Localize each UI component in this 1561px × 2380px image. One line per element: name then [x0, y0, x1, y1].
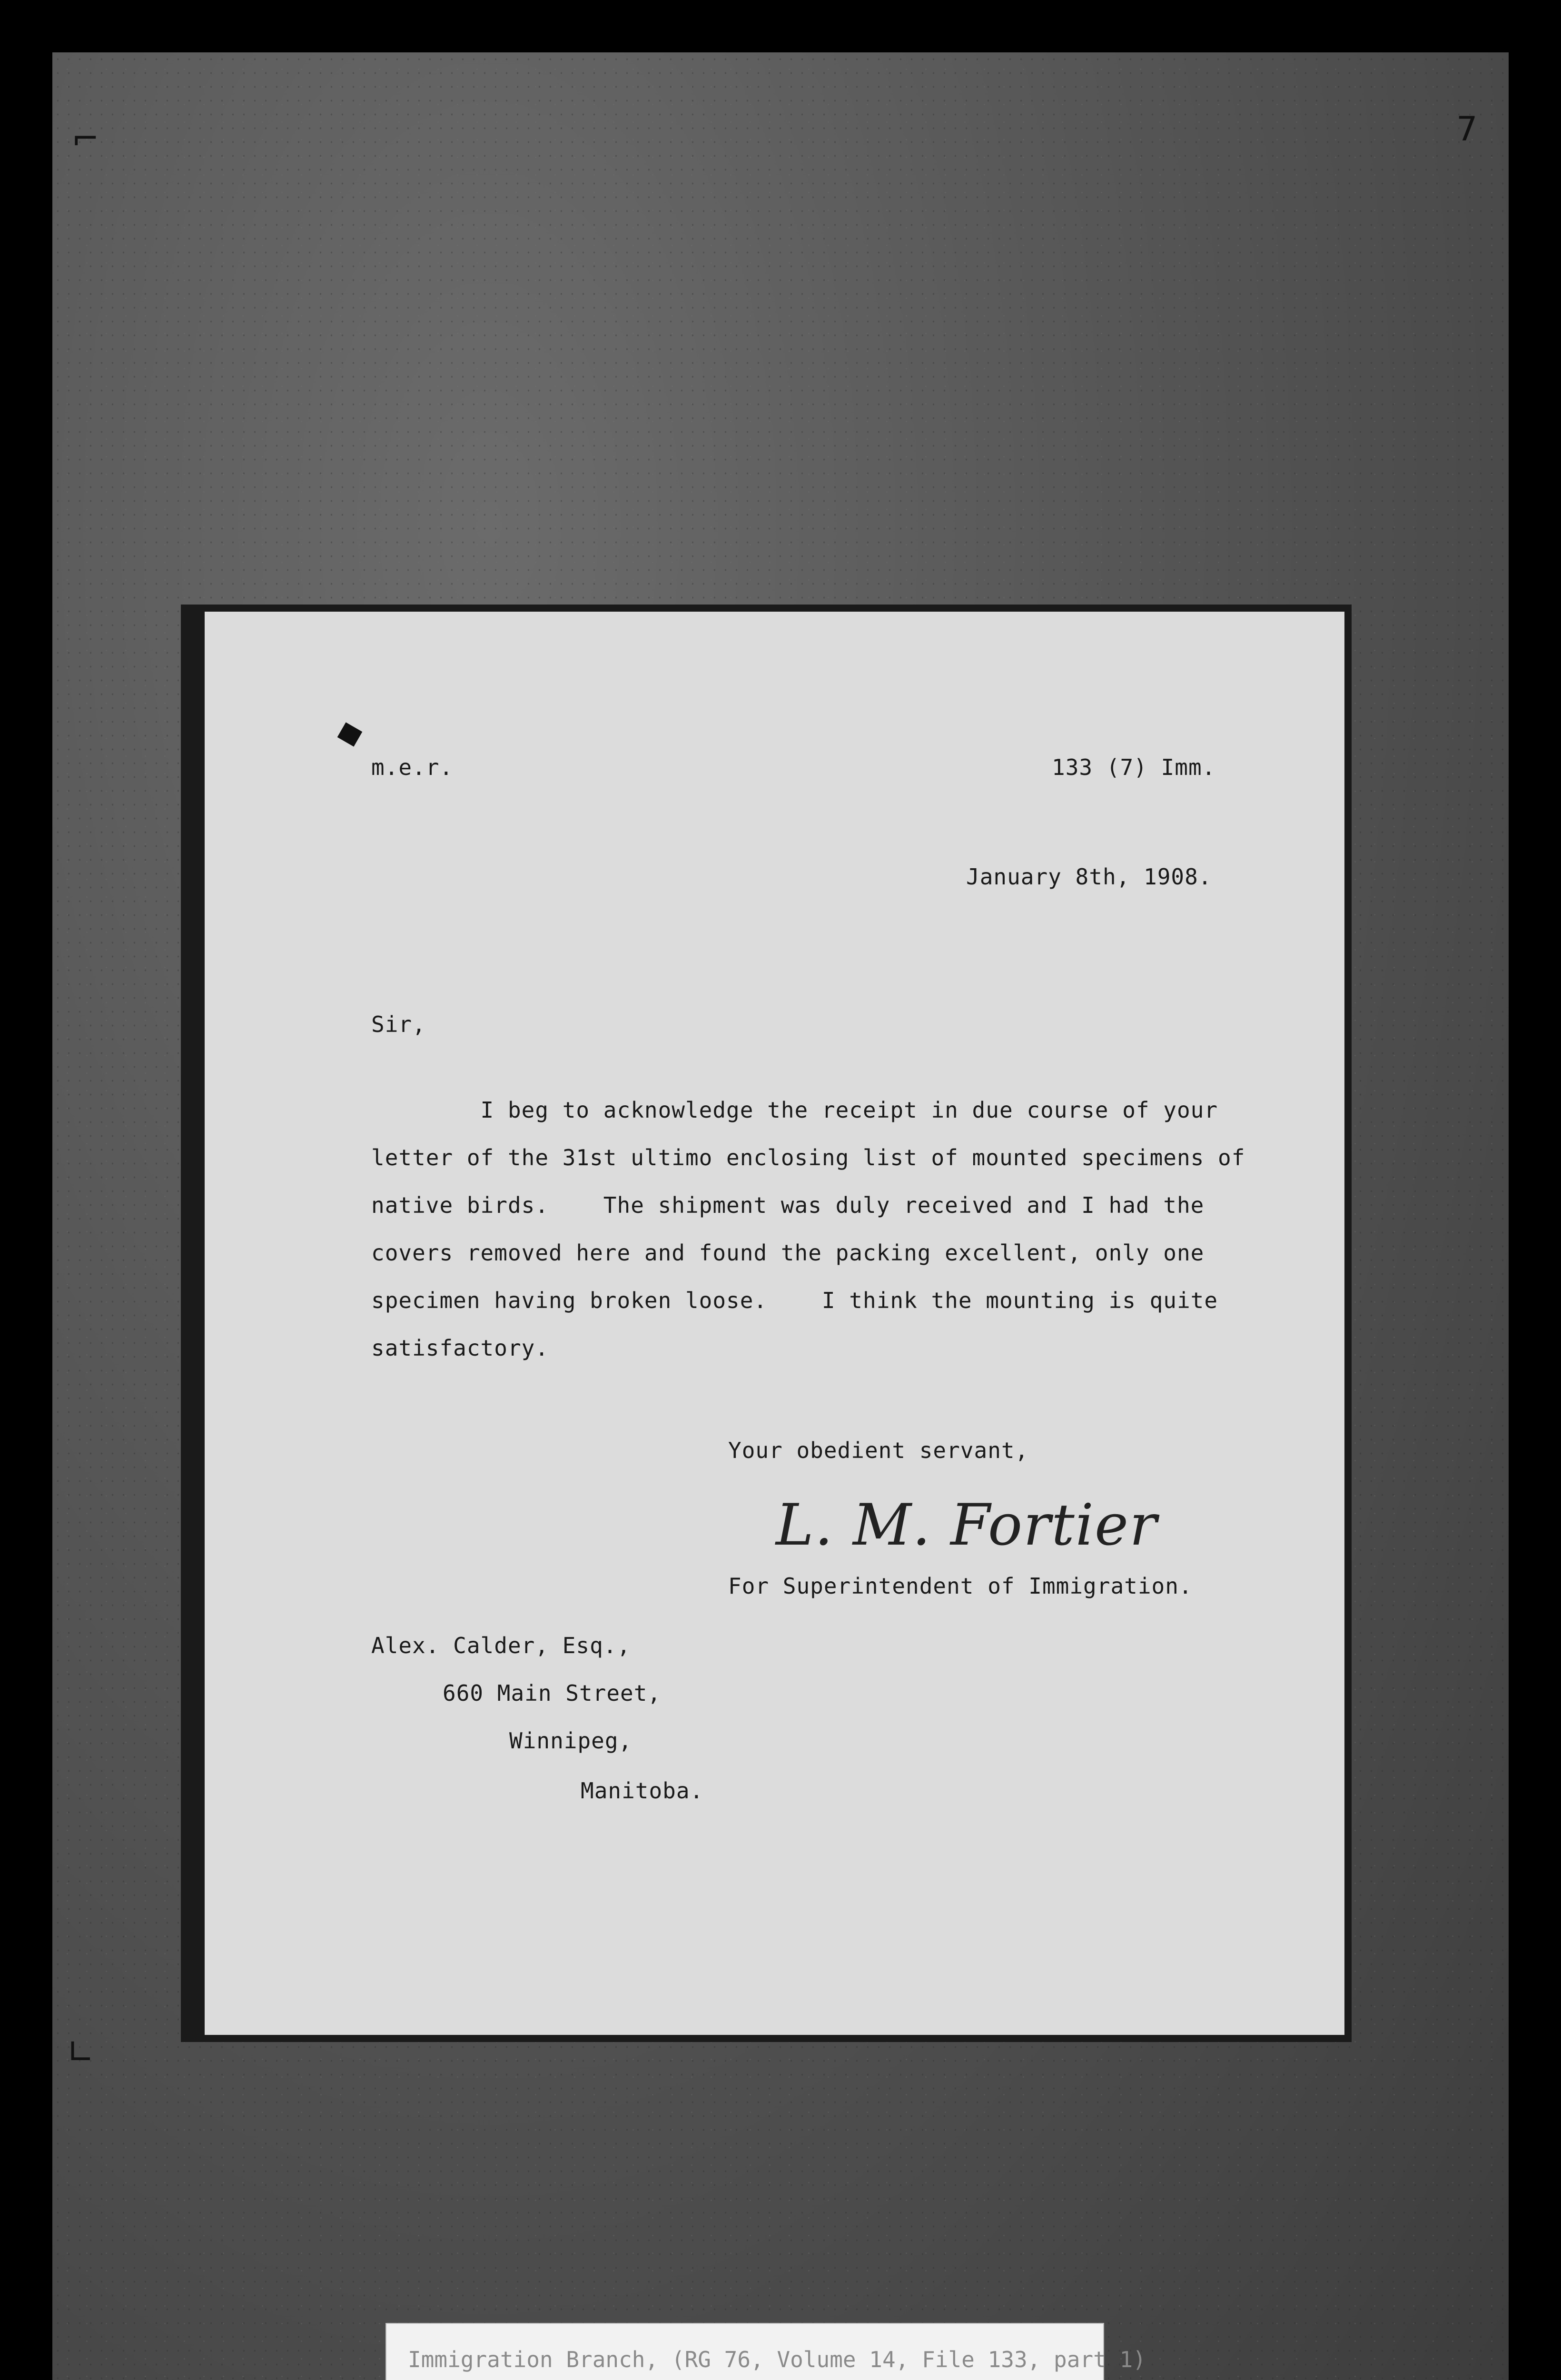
recipient-province: Manitoba.	[581, 1778, 704, 1804]
body-line: letter of the 31st ultimo enclosing list of mounted specimens of	[371, 1145, 1245, 1170]
file-reference: 133 (7) Imm.	[1052, 754, 1216, 780]
signature: L. M. Fortier	[776, 1492, 1158, 1558]
letter-date: January 8th, 1908.	[966, 864, 1212, 890]
recipient-name: Alex. Calder, Esq.,	[371, 1633, 631, 1658]
archive-reference-strip: Immigration Branch, (RG 76, Volume 14, File 133, part 1)	[385, 2323, 1104, 2380]
signature-title: For Superintendent of Immigration.	[728, 1573, 1193, 1599]
recipient-street: 660 Main Street,	[443, 1680, 662, 1706]
corner-mark-icon: ⌐	[71, 119, 99, 158]
closing: Your obedient servant,	[728, 1438, 1029, 1463]
body-line: native birds. The shipment was duly received and I had the	[371, 1192, 1205, 1218]
ink-blot	[337, 722, 363, 746]
letter-body	[371, 1097, 1275, 1383]
body-line: satisfactory.	[371, 1335, 549, 1361]
recipient-city: Winnipeg,	[509, 1728, 632, 1754]
body-line: covers removed here and found the packing excellent, only one	[371, 1240, 1205, 1266]
letter-page	[205, 612, 1344, 2035]
body-line: specimen having broken loose. I think the mounting is quite	[371, 1288, 1218, 1313]
corner-mark-icon: 7	[1456, 109, 1478, 149]
body-line: I beg to acknowledge the receipt in due course of your	[371, 1097, 1218, 1123]
corner-mark-icon: ∟	[67, 2033, 95, 2072]
salutation: Sir,	[371, 1012, 426, 1037]
reference-initials: m.e.r.	[371, 754, 454, 780]
